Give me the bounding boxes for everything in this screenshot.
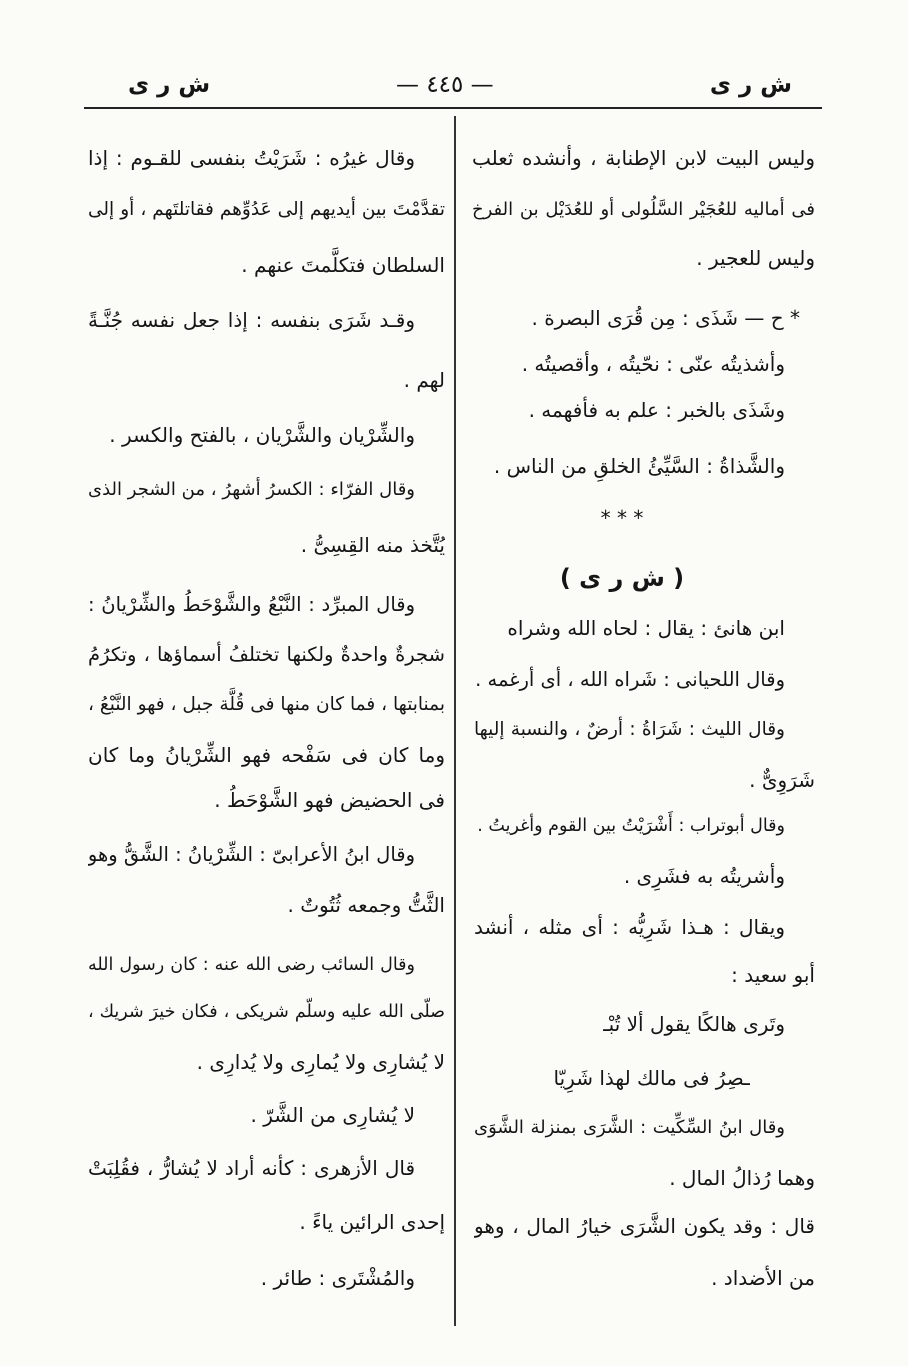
- text-line: وشَذَى بالخبر : علم به فأفهمه .: [528, 398, 785, 422]
- text-line: قال : وقد يكون الشَّرَى خيارُ المال ، وهو: [474, 1214, 815, 1238]
- running-head-right: ش ر ى: [709, 72, 792, 98]
- text-line: فى أماليه للعُجَيْر السَّلُولى أو للعُدَيْل بن الفرخ: [472, 199, 815, 220]
- root-heading: ( ش ر ى ): [559, 564, 685, 592]
- text-line: شَرَوِىٌّ .: [749, 768, 815, 792]
- text-line: تقدَّمْتَ بين أيديهم إلى عَدُوِّهم فقاتلتَهم ، أو إلى: [88, 199, 445, 220]
- text-line: ويقال : هـذا شَرِيُّه : أى مثله ، أنشد: [474, 915, 785, 939]
- verse-line: وتَرى هالكًا يقول ألا تُبْـ: [602, 1012, 785, 1036]
- text-line: وقال المبرِّد : النَّبْعُ والشَّوْحَطُ والشِّرْيانُ :: [88, 593, 415, 616]
- text-line: وقـد شَرَى بنفسه : إذا جعل نفسه جُنَّـةً: [88, 308, 415, 332]
- text-line: وقال اللحيانى : شَراه الله ، أى أرغمه .: [475, 668, 785, 691]
- text-line: وأشذيتُه عنّى : نحّيتُه ، وأقصيتُه .: [521, 352, 785, 376]
- text-line: وهما رُذالُ المال .: [669, 1166, 815, 1190]
- text-line: وقال السائب رضى الله عنه : كان رسول الله: [88, 955, 415, 975]
- text-line: وما كان فى سَفْحه فهو الشِّرْيانُ وما كان: [88, 743, 445, 767]
- text-line: السلطان فتكلَّمتَ عنهم .: [241, 253, 445, 277]
- text-line: يُتَّخذ منه القِسِىُّ .: [300, 533, 445, 557]
- text-line: صلّى الله عليه وسلّم شريكى ، فكان خيرَ شريك ،: [88, 1002, 445, 1022]
- text-line: والشَّذاةُ : السَّيِّئُ الخلقِ من الناس .: [493, 454, 785, 478]
- page-number: — ٤٤٥ —: [396, 72, 494, 98]
- section-separator: * * *: [600, 506, 644, 530]
- text-line: الثَّتُّ وجمعه ثُتُوتٌ .: [287, 893, 445, 917]
- text-line: قال الأزهرى : كأنه أراد لا يُشارُّ ، فقُلِبَتْ: [88, 1156, 415, 1180]
- text-line: وليس البيت لابن الإطنابة ، وأنشده ثعلب: [472, 146, 815, 170]
- text-line: وقال ابنُ الأعرابىّ : الشِّرْيانُ : الشَّقُّ وهو: [88, 843, 415, 866]
- text-line: أبو سعيد :: [731, 963, 815, 987]
- text-line: والشِّرْيان والشَّرْيان ، بالفتح والكسر .: [109, 423, 415, 447]
- text-line: لهم .: [403, 368, 445, 392]
- text-line: إحدى الرائين ياءً .: [299, 1210, 445, 1234]
- verse-line: ـصِرُ فى مالك لهذا شَرِيّا: [553, 1066, 750, 1090]
- text-line: وقال غيرُه : شَرَيْتُ بنفسى للقـوم : إذا: [88, 146, 415, 170]
- text-line: شجرةٌ واحدةٌ ولكنها تختلفُ أسماؤها ، وتكرُمُ: [88, 643, 445, 666]
- text-line: ابن هانئ : يقال : لحاه الله وشراه: [507, 616, 785, 640]
- text-line: وقال الفرّاء : الكسرُ أشهرُ ، من الشجر الذى: [88, 479, 415, 500]
- text-line: فى الحضيض فهو الشَّوْحَطُ .: [214, 788, 445, 812]
- text-line: بمنابتها ، فما كان منها فى قُلَّة جبل ، فهو النَّبْعُ ،: [88, 694, 445, 715]
- text-line: وليس للعجير .: [696, 246, 815, 270]
- text-line: وأشريتُه به فشَرِى .: [623, 864, 785, 888]
- text-line: وقال الليث : شَرَاةُ : أرضٌ ، والنسبة إليها: [474, 719, 785, 740]
- text-line: وقال ابنُ السِّكِّيت : الشَّرَى بمنزلة الشَّوَى: [474, 1117, 785, 1138]
- text-line: لا يُشارِى من الشَّرّ .: [250, 1103, 415, 1127]
- header-rule: [84, 107, 822, 109]
- running-head-left: ش ر ى: [128, 72, 211, 98]
- column-divider: [454, 116, 456, 1326]
- text-line: وقال أبوتراب : أَشْرَيْتُ بين القوم وأغريتُ .: [477, 816, 785, 836]
- entry-heading-line: * ح — شَذَى : مِن قُرَى البصرة .: [531, 306, 800, 330]
- text-line: لا يُشارِى ولا يُمارِى ولا يُدارِى .: [196, 1050, 445, 1074]
- text-line: من الأضداد .: [711, 1266, 815, 1290]
- text-line: والمُشْتَرى : طائر .: [260, 1266, 415, 1290]
